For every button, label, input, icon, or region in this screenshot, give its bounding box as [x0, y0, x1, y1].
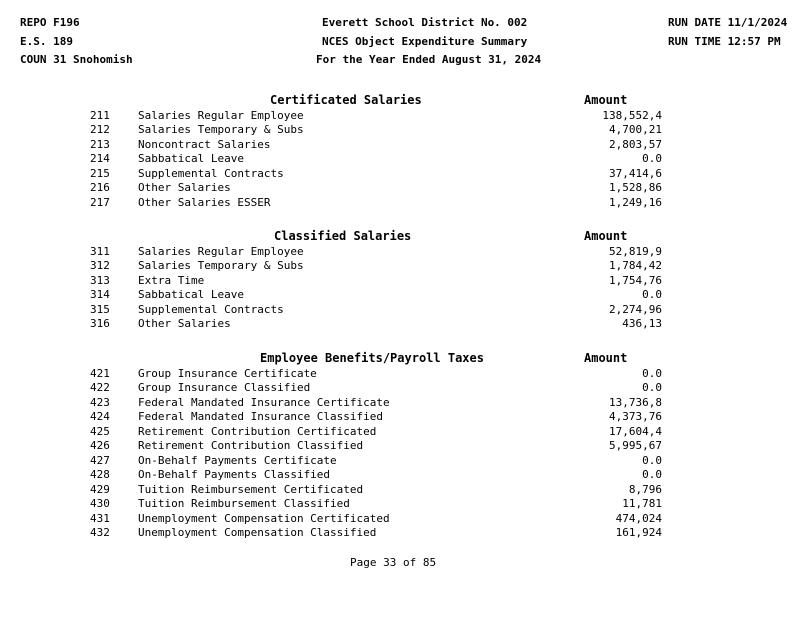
county-name: COUN 31 Snohomish	[20, 53, 133, 66]
object-code: 431	[90, 512, 110, 525]
object-amount: 1,528,86	[609, 181, 662, 194]
object-code: 432	[90, 526, 110, 539]
object-description: Salaries Regular Employee	[138, 245, 304, 258]
object-amount: 11,781	[622, 497, 662, 510]
object-code: 425	[90, 425, 110, 438]
object-description: Retirement Contribution Classified	[138, 439, 364, 452]
amount-header: Amount	[584, 229, 628, 243]
object-code: 311	[90, 245, 110, 258]
object-description: Unemployment Compensation Certificated	[138, 512, 390, 525]
object-code: 215	[90, 167, 110, 180]
object-description: Tuition Reimbursement Certificated	[138, 483, 364, 496]
object-code: 423	[90, 396, 110, 409]
object-description: Extra Time	[138, 274, 205, 287]
object-description: Supplemental Contracts	[138, 167, 284, 180]
object-code: 424	[90, 410, 110, 423]
object-code: 315	[90, 303, 110, 316]
object-code: 313	[90, 274, 110, 287]
object-code: 212	[90, 123, 110, 136]
object-amount: 4,373,76	[609, 410, 662, 423]
object-amount: 0.0	[642, 381, 662, 394]
object-amount: 161,924	[615, 526, 662, 539]
object-code: 217	[90, 196, 110, 209]
object-description: Sabbatical Leave	[138, 288, 244, 301]
object-description: Group Insurance Certificate	[138, 367, 317, 380]
section-title: Employee Benefits/Payroll Taxes	[260, 351, 484, 365]
object-amount: 0.0	[642, 288, 662, 301]
object-amount: 1,754,76	[609, 274, 662, 287]
object-amount: 13,736,8	[609, 396, 662, 409]
object-amount: 0.0	[642, 468, 662, 481]
object-code: 421	[90, 367, 110, 380]
section-title: Certificated Salaries	[270, 93, 422, 107]
object-code: 427	[90, 454, 110, 467]
object-code: 316	[90, 317, 110, 330]
object-description: On-Behalf Payments Classified	[138, 468, 331, 481]
object-code: 428	[90, 468, 110, 481]
object-description: Salaries Temporary & Subs	[138, 259, 304, 272]
object-code: 422	[90, 381, 110, 394]
amount-header: Amount	[584, 93, 628, 107]
object-amount: 17,604,4	[609, 425, 662, 438]
page-number: Page 33 of 85	[350, 556, 437, 569]
object-description: Retirement Contribution Certificated	[138, 425, 377, 438]
object-code: 430	[90, 497, 110, 510]
object-description: Group Insurance Classified	[138, 381, 311, 394]
amount-header: Amount	[584, 351, 628, 365]
fiscal-period: For the Year Ended August 31, 2024	[316, 53, 542, 66]
object-amount: 2,274,96	[609, 303, 662, 316]
object-amount: 4,700,21	[609, 123, 662, 136]
object-description: Salaries Temporary & Subs	[138, 123, 304, 136]
object-amount: 436,13	[622, 317, 662, 330]
district-name: Everett School District No. 002	[322, 16, 528, 29]
object-amount: 52,819,9	[609, 245, 662, 258]
object-description: Sabbatical Leave	[138, 152, 244, 165]
object-code: 213	[90, 138, 110, 151]
object-code: 214	[90, 152, 110, 165]
object-code: 314	[90, 288, 110, 301]
object-description: On-Behalf Payments Certificate	[138, 454, 337, 467]
report-title: NCES Object Expenditure Summary	[322, 35, 528, 48]
object-description: Tuition Reimbursement Classified	[138, 497, 350, 510]
object-description: Salaries Regular Employee	[138, 109, 304, 122]
object-code: 312	[90, 259, 110, 272]
object-description: Federal Mandated Insurance Classified	[138, 410, 384, 423]
object-description: Unemployment Compensation Classified	[138, 526, 377, 539]
object-description: Supplemental Contracts	[138, 303, 284, 316]
object-description: Other Salaries ESSER	[138, 196, 271, 209]
run-time: RUN TIME 12:57 PM	[668, 35, 781, 48]
object-amount: 474,024	[615, 512, 662, 525]
es-number: E.S. 189	[20, 35, 73, 48]
object-amount: 8,796	[628, 483, 662, 496]
object-amount: 0.0	[642, 367, 662, 380]
object-amount: 138,552,4	[602, 109, 662, 122]
object-code: 216	[90, 181, 110, 194]
object-amount: 2,803,57	[609, 138, 662, 151]
object-amount: 0.0	[642, 152, 662, 165]
run-date: RUN DATE 11/1/2024	[668, 16, 788, 29]
object-amount: 1,249,16	[609, 196, 662, 209]
object-description: Federal Mandated Insurance Certificate	[138, 396, 390, 409]
report-id: REPO F196	[20, 16, 80, 29]
object-description: Other Salaries	[138, 181, 231, 194]
object-amount: 0.0	[642, 454, 662, 467]
object-amount: 1,784,42	[609, 259, 662, 272]
object-amount: 37,414,6	[609, 167, 662, 180]
section-title: Classified Salaries	[274, 229, 412, 243]
object-description: Noncontract Salaries	[138, 138, 271, 151]
object-description: Other Salaries	[138, 317, 231, 330]
object-code: 426	[90, 439, 110, 452]
object-amount: 5,995,67	[609, 439, 662, 452]
object-code: 211	[90, 109, 110, 122]
object-code: 429	[90, 483, 110, 496]
